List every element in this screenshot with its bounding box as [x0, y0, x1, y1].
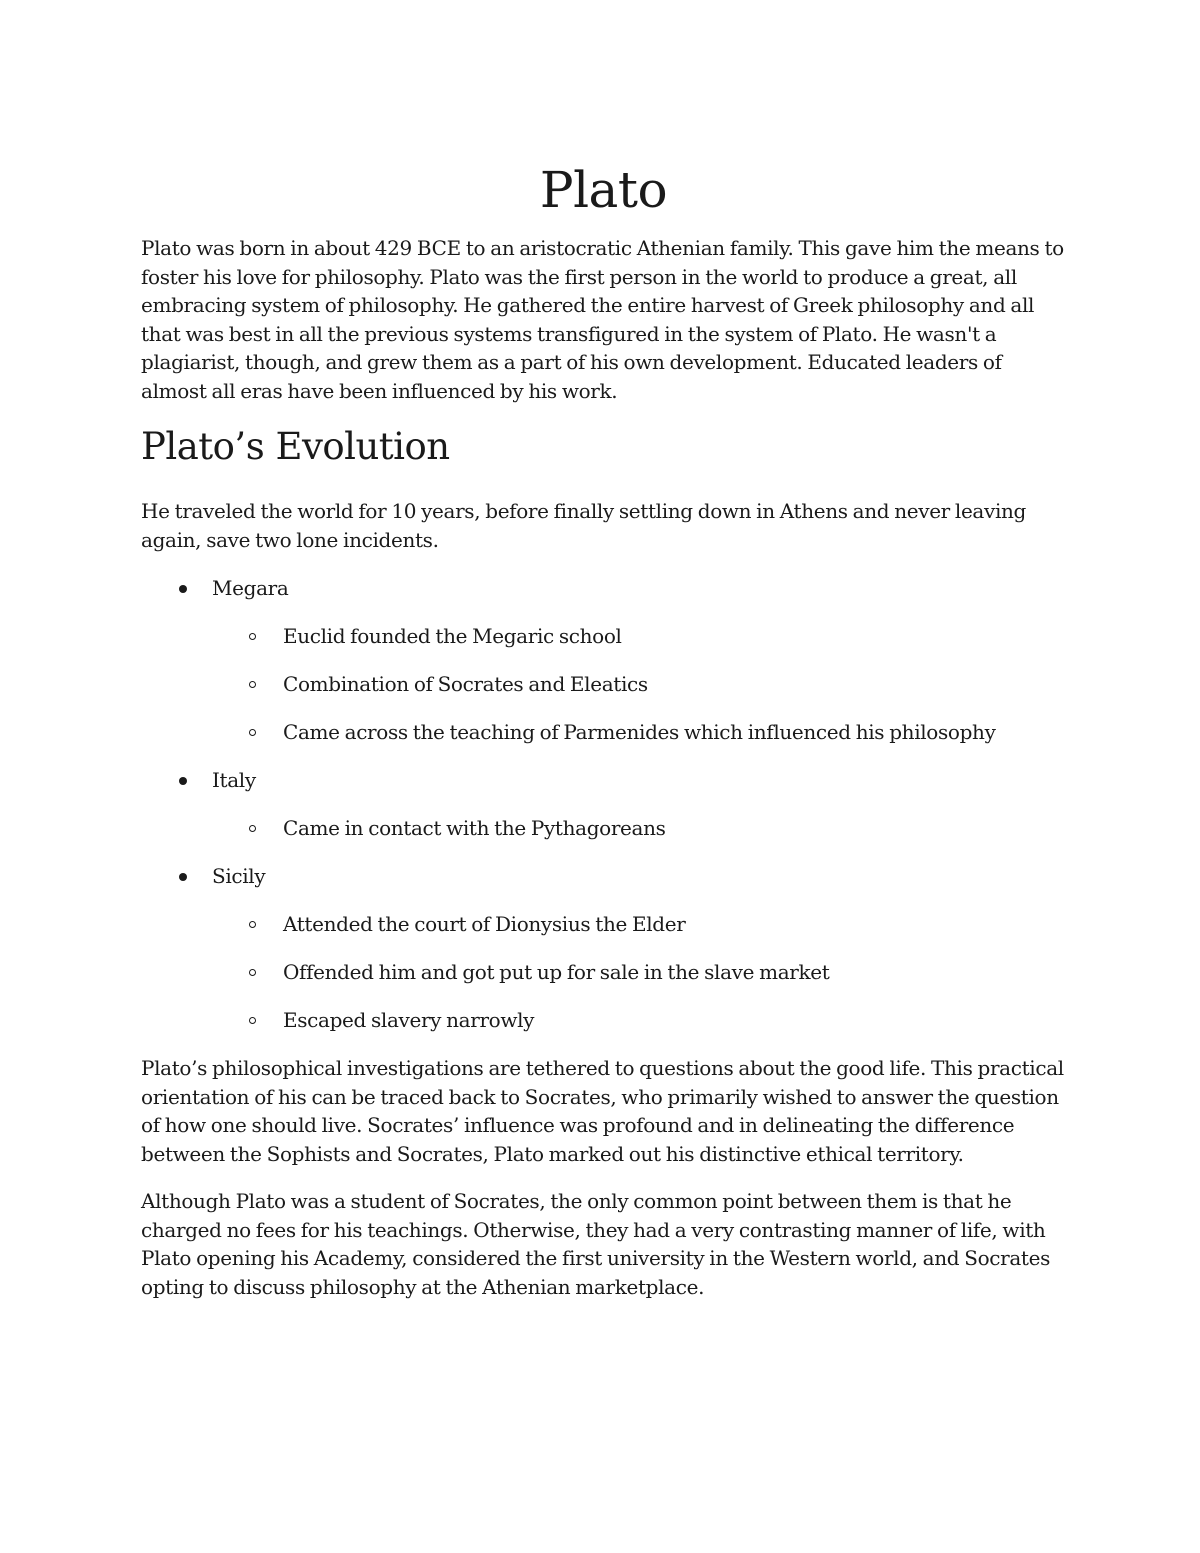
- section-heading: Plato’s Evolution: [141, 425, 450, 468]
- sublist-item: [212, 1006, 1066, 1034]
- sublist-item-text: Offended him and got put up for sale in the slave market: [283, 960, 830, 985]
- sublist-item: [212, 814, 1066, 842]
- sublist-item: [212, 718, 1066, 746]
- bullet-icon: [179, 873, 187, 881]
- intro-paragraph: Plato was born in about 429 BCE to an aristocratic Athenian family. This gave him the means to foster his love for philosophy. Plato was the first person in the world to produce a great, all embracing system of philosophy. He gathered the entire harvest of Greek philosophy and all that was best in all the previous systems transfigured in the system of Plato. He wasn't a plagiarist, though, and grew them as a part of his own development. Educated leaders of almost all eras have been influenced by his work.: [141, 236, 1064, 403]
- sublist-item: [212, 958, 1066, 986]
- circle-bullet-icon: [249, 729, 256, 736]
- body-paragraph-2: Although Plato was a student of Socrates, the only common point between them is that he charged no fees for his teachings. Otherwise, they had a very contrasting manner of life, with Plato opening his Academy, considered the first university in the Western world, and Socrates opting to discuss philosophy at the Athenian marketplace.: [141, 1189, 1051, 1299]
- section-lead-paragraph: He traveled the world for 10 years, before finally settling down in Athens and never leaving again, save two lone incidents.: [141, 499, 1026, 552]
- list-item-label: Sicily: [212, 864, 266, 889]
- list-item-label: Megara: [212, 576, 289, 601]
- sublist-item-text: Combination of Socrates and Eleatics: [283, 672, 648, 697]
- sublist-item: [212, 670, 1066, 698]
- list-item-sicily: [141, 862, 1066, 1034]
- list-item-megara: [141, 574, 1066, 746]
- circle-bullet-icon: [249, 633, 256, 640]
- sublist: [212, 814, 1066, 842]
- sublist-item-text: Escaped slavery narrowly: [283, 1008, 535, 1033]
- sublist-item-text: Attended the court of Dionysius the Elder: [283, 912, 686, 937]
- document-page: [141, 160, 1066, 1301]
- sublist: [212, 910, 1066, 1034]
- circle-bullet-icon: [249, 681, 256, 688]
- sublist: [212, 622, 1066, 746]
- sublist-item-text: Came in contact with the Pythagoreans: [283, 816, 666, 841]
- sublist-item: [212, 910, 1066, 938]
- list-item-italy: [141, 766, 1066, 842]
- circle-bullet-icon: [249, 969, 256, 976]
- page-title: Plato: [539, 161, 668, 219]
- sublist-item-text: Came across the teaching of Parmenides which influenced his philosophy: [283, 720, 996, 745]
- circle-bullet-icon: [249, 921, 256, 928]
- body-paragraph-1: Plato’s philosophical investigations are tethered to questions about the good life. This practical orientation of his can be traced back to Socrates, who primarily wished to answer the question of how one should live. Socrates’ influence was profound and in delineating the difference between the Sophists and Socrates, Plato marked out his distinctive ethical territory.: [141, 1056, 1064, 1166]
- circle-bullet-icon: [249, 1017, 256, 1024]
- bullet-icon: [179, 777, 187, 785]
- bullet-icon: [179, 585, 187, 593]
- places-list: [141, 574, 1066, 1034]
- sublist-item-text: Euclid founded the Megaric school: [283, 624, 622, 649]
- list-item-label: Italy: [212, 768, 256, 793]
- sublist-item: [212, 622, 1066, 650]
- circle-bullet-icon: [249, 825, 256, 832]
